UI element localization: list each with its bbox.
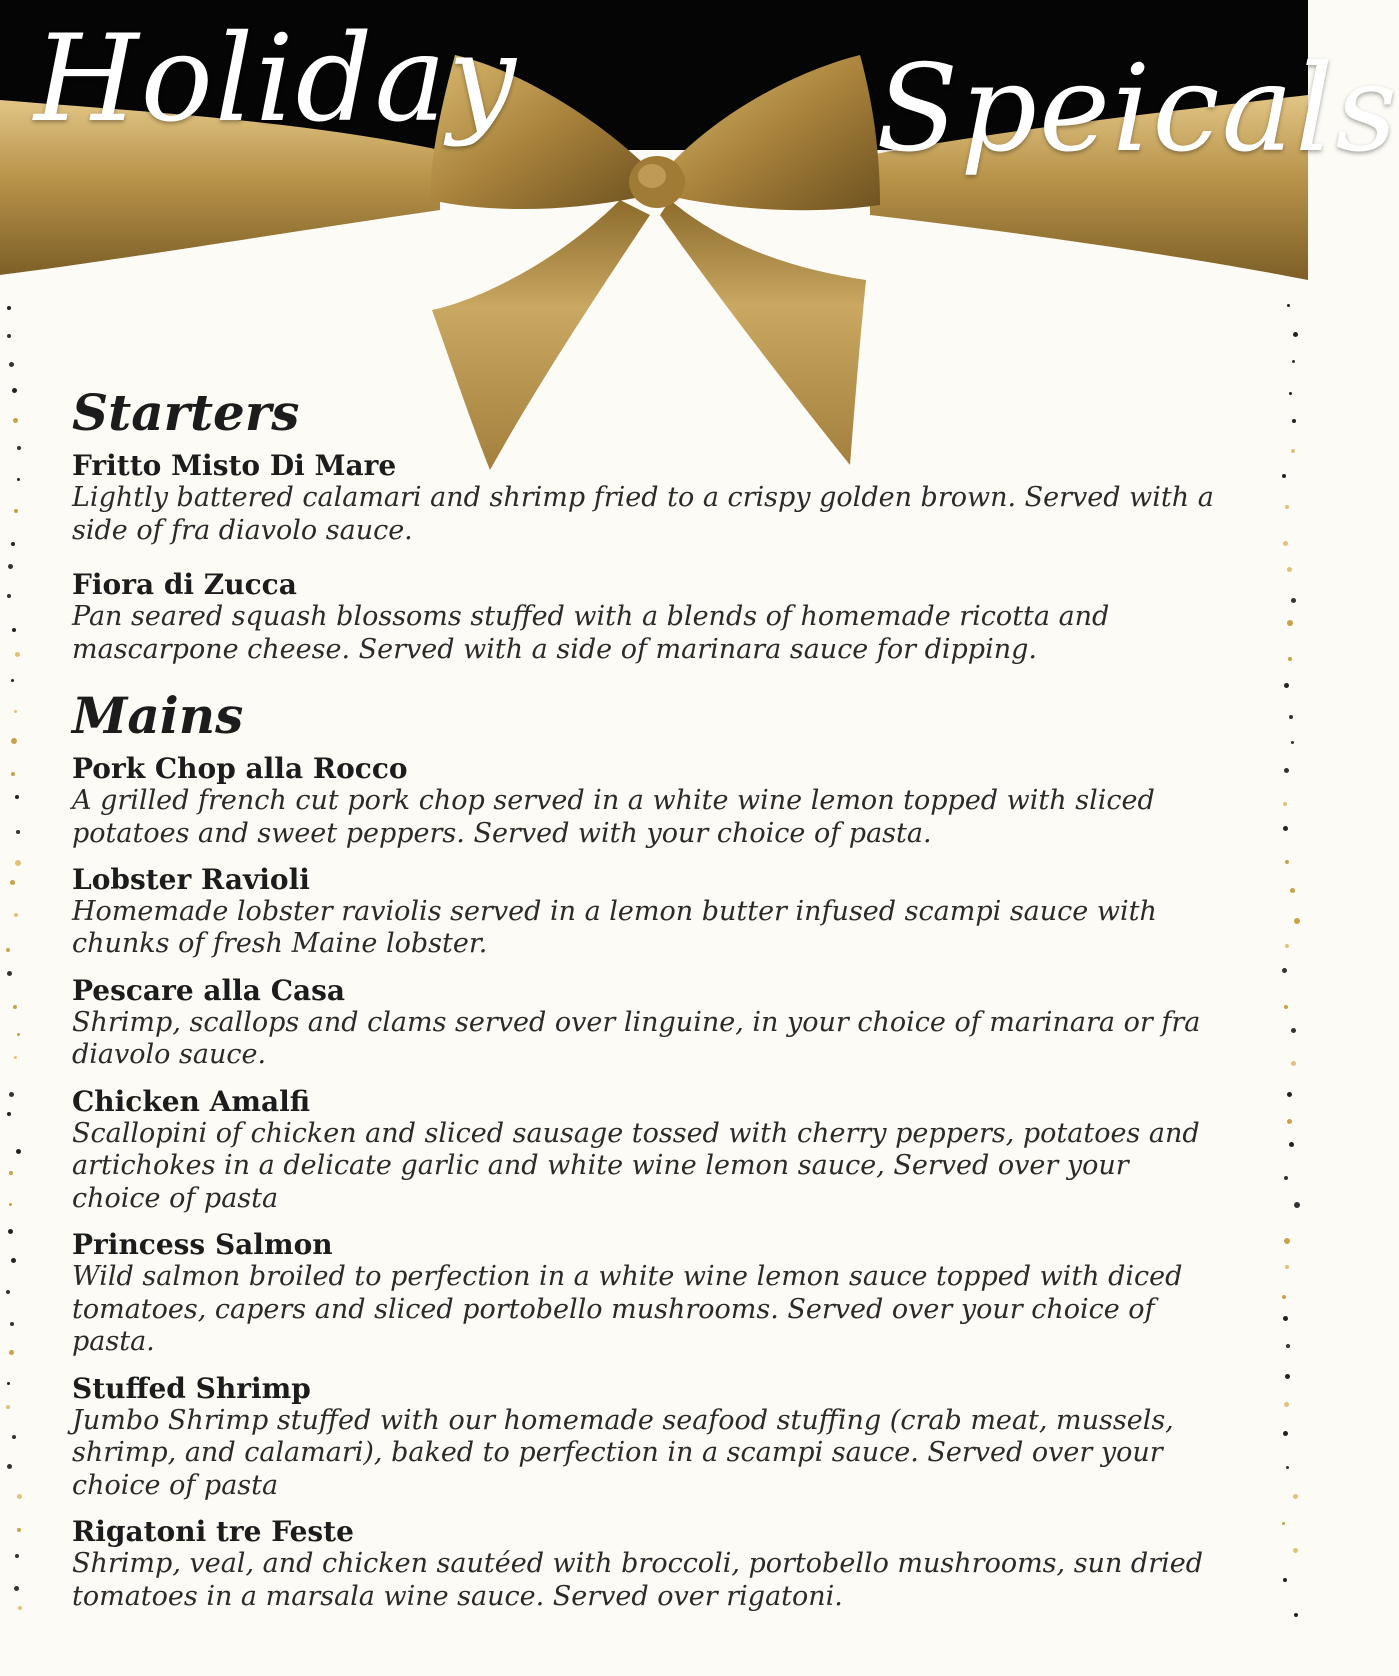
decorative-dot	[12, 628, 16, 632]
decorative-dot	[1291, 449, 1295, 453]
menu-item-name: Fiora di Zucca	[72, 567, 297, 601]
menu-item-description: Jumbo Shrimp stuffed with our homemade seafood stuffing (crab meat, mussels, shrimp, and calamari), baked to perfection in a scampi sauce. Served over your choice of pasta	[72, 1404, 1174, 1501]
decorative-dot	[1285, 505, 1289, 509]
decorative-dot	[1285, 944, 1289, 948]
decorative-dot	[15, 860, 21, 866]
decorative-dot	[1294, 918, 1300, 924]
decorative-dot	[9, 362, 14, 367]
left-gold-dots-decoration	[6, 300, 26, 1676]
decorative-dot	[9, 1092, 14, 1097]
decorative-dot	[9, 1350, 14, 1355]
decorative-dot	[7, 1464, 12, 1469]
decorative-dot	[1284, 768, 1289, 773]
decorative-dot	[1287, 304, 1290, 307]
decorative-dot	[14, 509, 18, 513]
decorative-dot	[11, 1258, 16, 1263]
menu-item-description: Scallopini of chicken and sliced sausage tossed with cherry peppers, potatoes and artichokes in a delicate garlic and white wine lemon sauce, Served over your choice of pasta	[72, 1118, 1200, 1214]
menu-item-description: Wild salmon broiled to perfection in a white wine lemon sauce topped with diced tomatoes, capers and sliced portobello mushrooms. Served over your choice of pasta.	[72, 1261, 1183, 1358]
menu-item-name: Fritto Misto Di Mare	[72, 449, 397, 482]
menu-item-name: Lobster Ravioli	[72, 862, 310, 896]
decorative-dot	[1287, 567, 1292, 572]
section-heading-starters: Starters	[72, 383, 300, 442]
menu-item	[72, 975, 1246, 1072]
decorative-dot	[1291, 1061, 1296, 1066]
header-title-right: Speicals	[876, 40, 1399, 179]
decorative-dot	[17, 1033, 20, 1036]
decorative-dot	[1287, 1119, 1292, 1124]
decorative-dot	[1288, 657, 1292, 661]
decorative-dot	[1292, 419, 1296, 423]
decorative-dot	[7, 1112, 11, 1116]
decorative-dot	[11, 542, 15, 546]
decorative-dot	[1284, 683, 1289, 688]
menu-item	[72, 753, 1246, 850]
decorative-dot	[8, 1229, 13, 1234]
decorative-dot	[18, 1606, 22, 1610]
decorative-dot	[10, 880, 15, 885]
decorative-dot	[1287, 1092, 1292, 1097]
decorative-dot	[14, 710, 17, 713]
decorative-dot	[1286, 1344, 1290, 1348]
decorative-dot	[14, 1056, 17, 1059]
menu-item-description: Shrimp, veal, and chicken sautéed with broccoli, portobello mushrooms, sun dried tomatoes in a marsala wine sauce. Served over rigatoni.	[72, 1548, 1204, 1612]
decorative-dot	[12, 388, 17, 393]
decorative-dot	[11, 772, 15, 776]
decorative-dot	[1292, 360, 1295, 363]
decorative-dot	[1293, 1494, 1298, 1499]
menu-item	[72, 1516, 1246, 1613]
menu-item-name: Pork Chop alla Rocco	[72, 751, 408, 785]
decorative-dot	[1289, 392, 1292, 395]
menu-item	[72, 450, 1246, 547]
decorative-dot	[1283, 541, 1288, 546]
decorative-dot	[16, 830, 20, 834]
decorative-dot	[1284, 1402, 1289, 1407]
decorative-dot	[1282, 1295, 1286, 1299]
decorative-dot	[1289, 715, 1293, 719]
menu-item	[72, 864, 1246, 961]
decorative-dot	[11, 679, 14, 682]
decorative-dot	[1286, 1466, 1289, 1469]
decorative-dot	[6, 1405, 10, 1409]
menu-item-description: A grilled french cut pork chop served in a white wine lemon topped with sliced potatoes and sweet peppers. Served with your choice of pasta.	[72, 785, 1155, 849]
decorative-dot	[1285, 1374, 1290, 1379]
menu-content	[66, 385, 1246, 1627]
decorative-dot	[1283, 1578, 1287, 1582]
decorative-dot	[7, 594, 11, 598]
decorative-dot	[17, 1528, 21, 1532]
decorative-dot	[1294, 1613, 1298, 1617]
decorative-dot	[1285, 860, 1289, 864]
menu-item-name: Stuffed Shrimp	[72, 1371, 311, 1405]
menu-item	[72, 1229, 1246, 1358]
decorative-dot	[1283, 826, 1288, 831]
decorative-dot	[14, 913, 18, 917]
decorative-dot	[1282, 968, 1287, 973]
decorative-dot	[1285, 1265, 1289, 1269]
right-gold-dots-decoration	[1282, 300, 1302, 1676]
decorative-dot	[1282, 1522, 1285, 1525]
decorative-dot	[7, 306, 11, 310]
decorative-dot	[1293, 332, 1298, 337]
decorative-dot	[1284, 1005, 1288, 1009]
decorative-dot	[6, 948, 10, 952]
decorative-dot	[1282, 474, 1286, 478]
decorative-dot	[1289, 1142, 1294, 1147]
decorative-dot	[1283, 1431, 1288, 1436]
decorative-dot	[14, 1586, 19, 1591]
decorative-dot	[8, 564, 13, 569]
menu-item-description: Shrimp, scallops and clams served over linguine, in your choice of marinara or fra diavolo sauce.	[72, 1007, 1201, 1071]
decorative-dot	[17, 478, 20, 481]
decorative-dot	[1293, 1548, 1298, 1553]
decorative-dot	[1294, 1202, 1300, 1208]
decorative-dot	[16, 1149, 21, 1154]
menu-item	[72, 569, 1246, 666]
decorative-dot	[1283, 1316, 1288, 1321]
menu-item-name: Chicken Amalfi	[72, 1084, 311, 1118]
decorative-dot	[1291, 1028, 1296, 1033]
decorative-dot	[12, 1435, 16, 1439]
decorative-dot	[7, 1382, 10, 1385]
menu-item-name: Pescare alla Casa	[72, 973, 346, 1007]
decorative-dot	[7, 971, 12, 976]
section-heading-mains: Mains	[72, 685, 244, 745]
decorative-dot	[9, 1203, 12, 1206]
decorative-dot	[15, 795, 19, 799]
header-title-left: Holiday	[34, 10, 518, 149]
decorative-dot	[7, 334, 11, 338]
decorative-dot	[1290, 888, 1295, 893]
decorative-dot	[13, 418, 18, 423]
decorative-dot	[11, 738, 17, 744]
decorative-dot	[13, 1005, 17, 1009]
decorative-dot	[17, 446, 21, 450]
decorative-dot	[1287, 620, 1293, 626]
menu-item	[72, 1373, 1246, 1502]
decorative-dot	[6, 1290, 10, 1294]
decorative-dot	[17, 1494, 22, 1499]
menu-item-name: Princess Salmon	[72, 1228, 333, 1262]
menu-item-name: Rigatoni tre Feste	[72, 1514, 354, 1548]
decorative-dot	[15, 652, 20, 657]
decorative-dot	[1291, 741, 1294, 744]
menu-item	[72, 1086, 1246, 1215]
decorative-dot	[9, 1171, 13, 1175]
menu-item-description: Lightly battered calamari and shrimp fried to a crispy golden brown. Served with a side of fra diavolo sauce.	[72, 482, 1214, 546]
decorative-dot	[1283, 802, 1287, 806]
menu-item-description: Homemade lobster raviolis served in a lemon butter infused scampi sauce with chunks of fresh Maine lobster.	[72, 896, 1157, 960]
decorative-dot	[15, 1554, 19, 1558]
decorative-dot	[1284, 1238, 1290, 1244]
menu-item-description: Pan seared squash blossoms stuffed with a blends of homemade ricotta and mascarpone cheese. Served with a side of marinara sauce for dipping.	[72, 601, 1110, 665]
decorative-dot	[1291, 598, 1296, 603]
decorative-dot	[10, 1322, 14, 1326]
decorative-dot	[1284, 1176, 1288, 1180]
